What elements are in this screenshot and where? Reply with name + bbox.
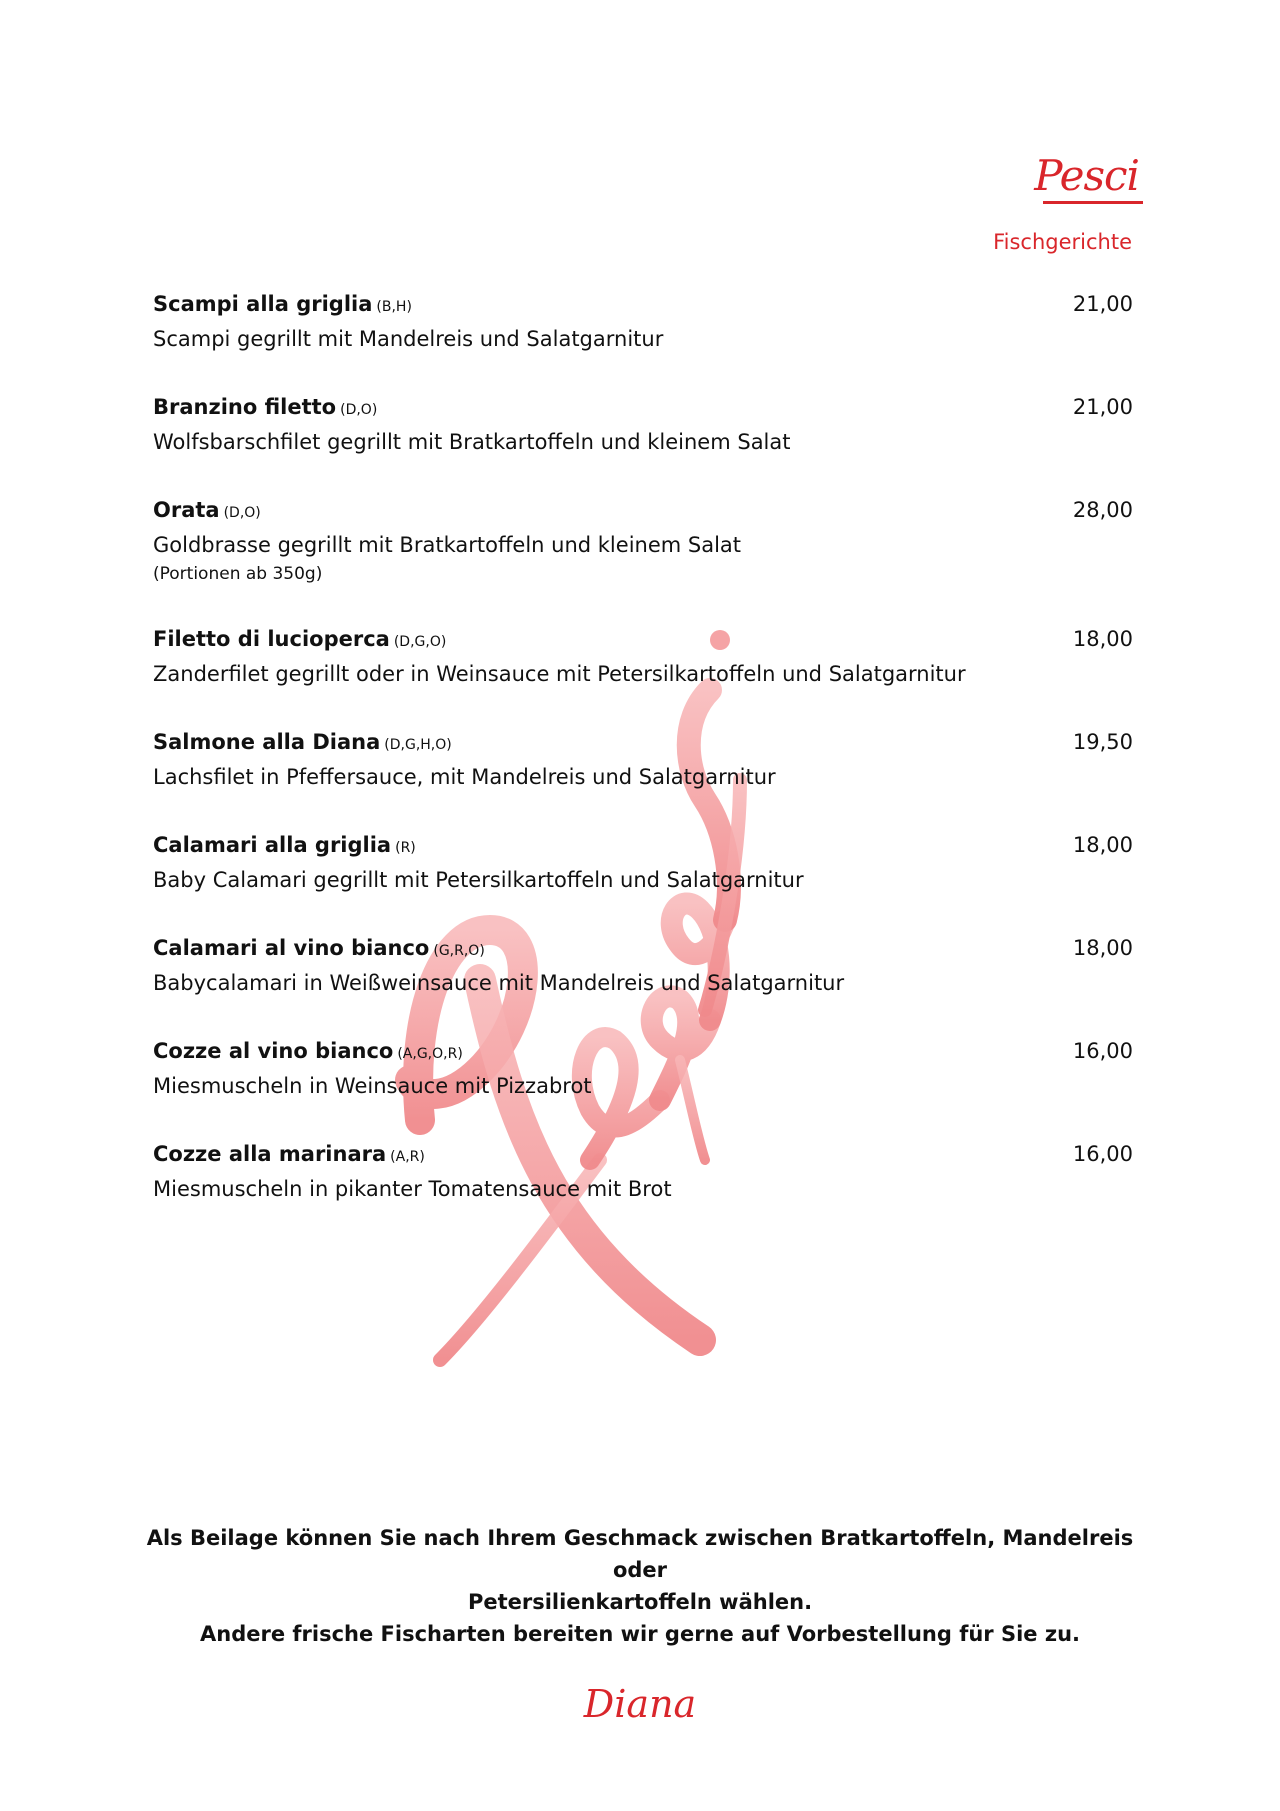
menu-item [153,494,1133,587]
menu-item-price: 28,00 [1072,498,1133,522]
menu-item-allergens: (D,G,O) [393,634,447,650]
menu-item-description: Wolfsbarschfilet gegrillt mit Bratkartoffeln und kleinem Salat [153,430,791,454]
menu-item-price: 21,00 [1072,292,1133,316]
menu-item-allergens: (R) [395,840,416,856]
menu-item-allergens: (A,R) [390,1149,425,1165]
menu-item-price: 21,00 [1072,395,1133,419]
menu-item-name: Calamari al vino bianco [153,936,430,960]
menu-item-title-line [153,494,1133,529]
menu-item-description: Miesmuscheln in Weinsauce mit Pizzabrot [153,1074,592,1098]
menu-item-price: 18,00 [1072,936,1133,960]
menu-item-title-line [153,726,1133,761]
menu-item-title-line [153,829,1133,864]
menu-item-allergens: (A,G,O,R) [397,1046,463,1062]
header-logo [1034,151,1143,204]
menu-item-title-line [153,1035,1133,1070]
menu-item-name: Salmone alla Diana [153,730,381,754]
menu-item-title-line [153,932,1133,967]
menu-item-description: Zanderfilet gegrillt oder in Weinsauce mit Petersilkartoffeln und Salatgarnitur [153,662,966,686]
menu-item-allergens: (D,O) [223,505,261,521]
menu-item [153,623,1133,690]
menu-item-allergens: (B,H) [376,299,412,315]
menu-item-allergens: (G,R,O) [433,943,485,959]
menu-item-name: Cozze al vino bianco [153,1039,394,1063]
menu-item-description: Babycalamari in Weißweinsauce mit Mandelreis und Salatgarnitur [153,971,845,995]
page-subtitle: Fischgerichte [993,230,1132,254]
header-logo-text: Pesci [1034,151,1139,200]
menu-list [153,288,1133,1241]
menu-item-price: 18,00 [1072,833,1133,857]
menu-item-title-line [153,1138,1133,1173]
footer-line-3: Andere frische Fischarten bereiten wir gerne auf Vorbestellung für Sie zu. [200,1622,1080,1646]
menu-item-description: Baby Calamari gegrillt mit Petersilkartoffeln und Salatgarnitur [153,868,804,892]
menu-item-title-line [153,288,1133,323]
menu-item-price: 16,00 [1072,1039,1133,1063]
menu-item-price: 19,50 [1072,730,1133,754]
footer-line-2: Petersilienkartoffeln wählen. [467,1590,813,1614]
menu-item-price: 16,00 [1072,1142,1133,1166]
footer-logo: Diana [583,1682,697,1726]
menu-item [153,829,1133,896]
menu-item-description: Miesmuscheln in pikanter Tomatensauce mit Brot [153,1177,672,1201]
menu-item-title-line [153,623,1133,658]
menu-item-description: Scampi gegrillt mit Mandelreis und Salatgarnitur [153,327,664,351]
menu-item [153,288,1133,355]
menu-item-description: Lachsfilet in Pfeffersauce, mit Mandelreis und Salatgarnitur [153,765,776,789]
menu-item-name: Cozze alla marinara [153,1142,387,1166]
menu-item-title-line [153,391,1133,426]
footer-line-1: Als Beilage können Sie nach Ihrem Geschmack zwischen Bratkartoffeln, Mandelreis oder [146,1526,1134,1582]
menu-item [153,391,1133,458]
menu-item-price: 18,00 [1072,627,1133,651]
menu-item [153,932,1133,999]
menu-item-allergens: (D,G,H,O) [384,737,452,753]
menu-item-name: Filetto di lucioperca [153,627,390,651]
menu-item-description: Goldbrasse gegrillt mit Bratkartoffeln und kleinem Salat [153,533,742,557]
menu-item [153,1035,1133,1102]
menu-item [153,726,1133,793]
menu-item-note: (Portionen ab 350g) [153,564,323,584]
footer-note [140,1522,1140,1650]
header-logo-underline [1043,201,1143,204]
menu-item-name: Scampi alla griglia [153,292,373,316]
menu-item-name: Branzino filetto [153,395,337,419]
menu-item-allergens: (D,O) [340,402,378,418]
menu-item-name: Calamari alla griglia [153,833,392,857]
menu-item [153,1138,1133,1205]
menu-item-name: Orata [153,498,220,522]
